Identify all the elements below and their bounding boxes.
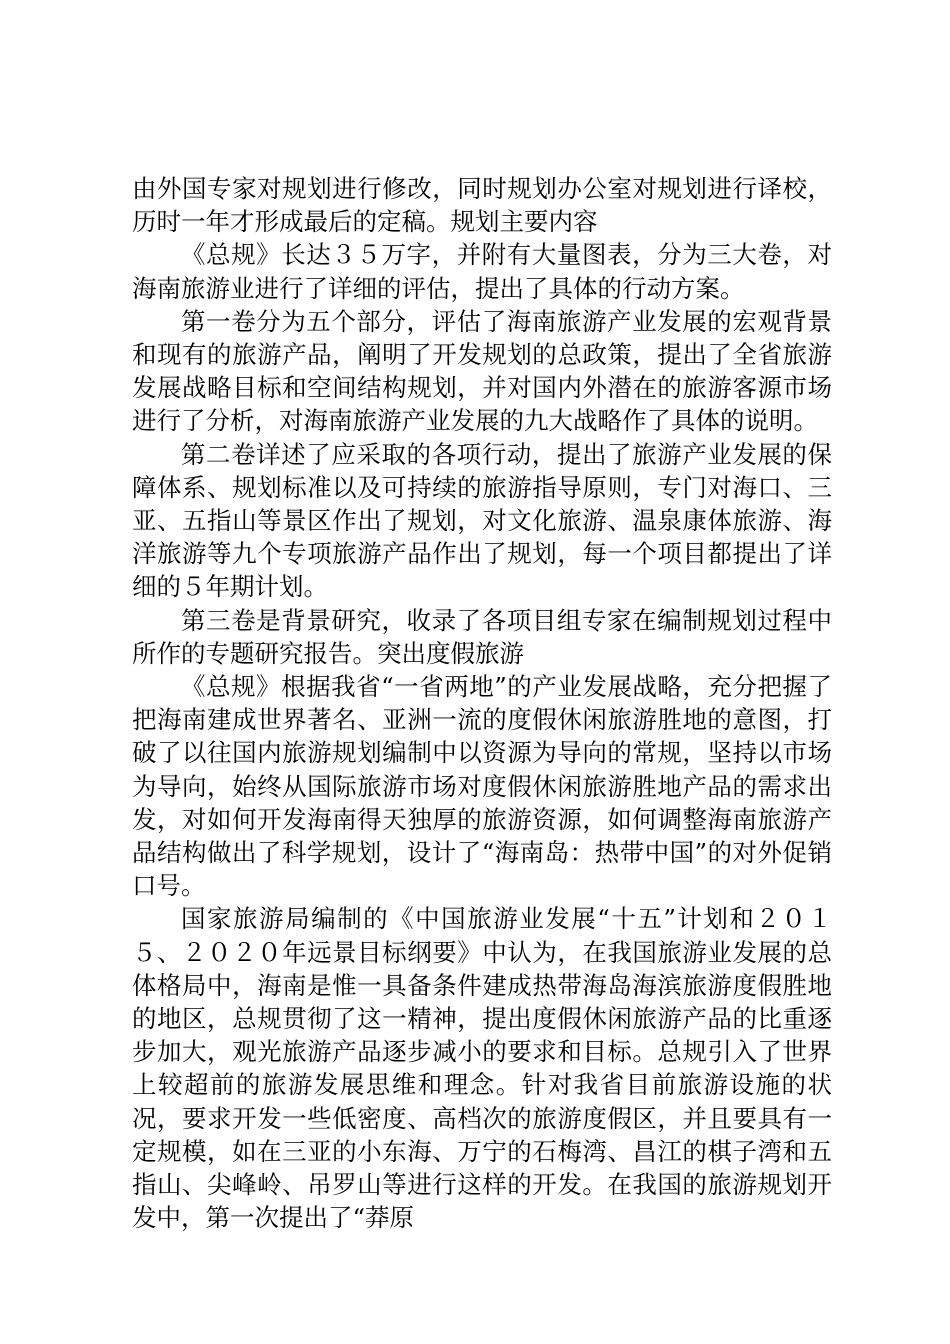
paragraph-5: 第三卷是背景研究，收录了各项目组专家在编制规划过程中所作的专题研究报告。突出度假旅游 (132, 605, 832, 668)
document-body (132, 172, 832, 1235)
paragraph-2: 《总规》长达３５万字，并附有大量图表，分为三大卷，对海南旅游业进行了详细的评估，提出了具体的行动方案。 (132, 240, 832, 303)
paragraph-4: 第二卷详述了应采取的各项行动，提出了旅游产业发展的保障体系、规划标准以及可持续的旅游指导原则，专门对海口、三亚、五指山等景区作出了规划，对文化旅游、温泉康体旅游、海洋旅游等九个专项旅游产品作出了规划，每一个项目都提出了详细的５年期计划。 (132, 439, 832, 602)
paragraph-3: 第一卷分为五个部分，评估了海南旅游产业发展的宏观背景和现有的旅游产品，阐明了开发规划的总政策，提出了全省旅游发展战略目标和空间结构规划，并对国内外潜在的旅游客源市场进行了分析，对海南旅游产业发展的九大战略作了具体的说明。 (132, 306, 832, 436)
paragraph-6: 《总规》根据我省“一省两地”的产业发展战略，充分把握了把海南建成世界著名、亚洲一流的度假休闲旅游胜地的意图，打破了以往国内旅游规划编制中以资源为导向的常规，坚持以市场为导向，始终从国际旅游市场对度假休闲旅游胜地产品的需求出发，对如何开发海南得天独厚的旅游资源，如何调整海南旅游产品结构做出了科学规划，设计了“海南岛：热带中国”的对外促销口号。 (132, 672, 832, 901)
paragraph-7: 国家旅游局编制的《中国旅游业发展“十五”计划和２０１５、２０２０年远景目标纲要》中认为，在我国旅游业发展的总体格局中，海南是惟一具备条件建成热带海岛海滨旅游度假胜地的地区，总规贯彻了这一精神，提出度假休闲旅游产品的比重逐步加大，观光旅游产品逐步减小的要求和目标。总规引入了世界上较超前的旅游发展思维和理念。针对我省目前旅游设施的状况，要求开发一些低密度、高档次的旅游度假区，并且要具有一定规模，如在三亚的小东海、万宁的石梅湾、昌江的棋子湾和五指山、尖峰岭、吊罗山等进行这样的开发。在我国的旅游规划开发中，第一次提出了“莽原 (132, 904, 832, 1233)
paragraph-1: 由外国专家对规划进行修改，同时规划办公室对规划进行译校，历时一年才形成最后的定稿。规划主要内容 (132, 174, 832, 237)
